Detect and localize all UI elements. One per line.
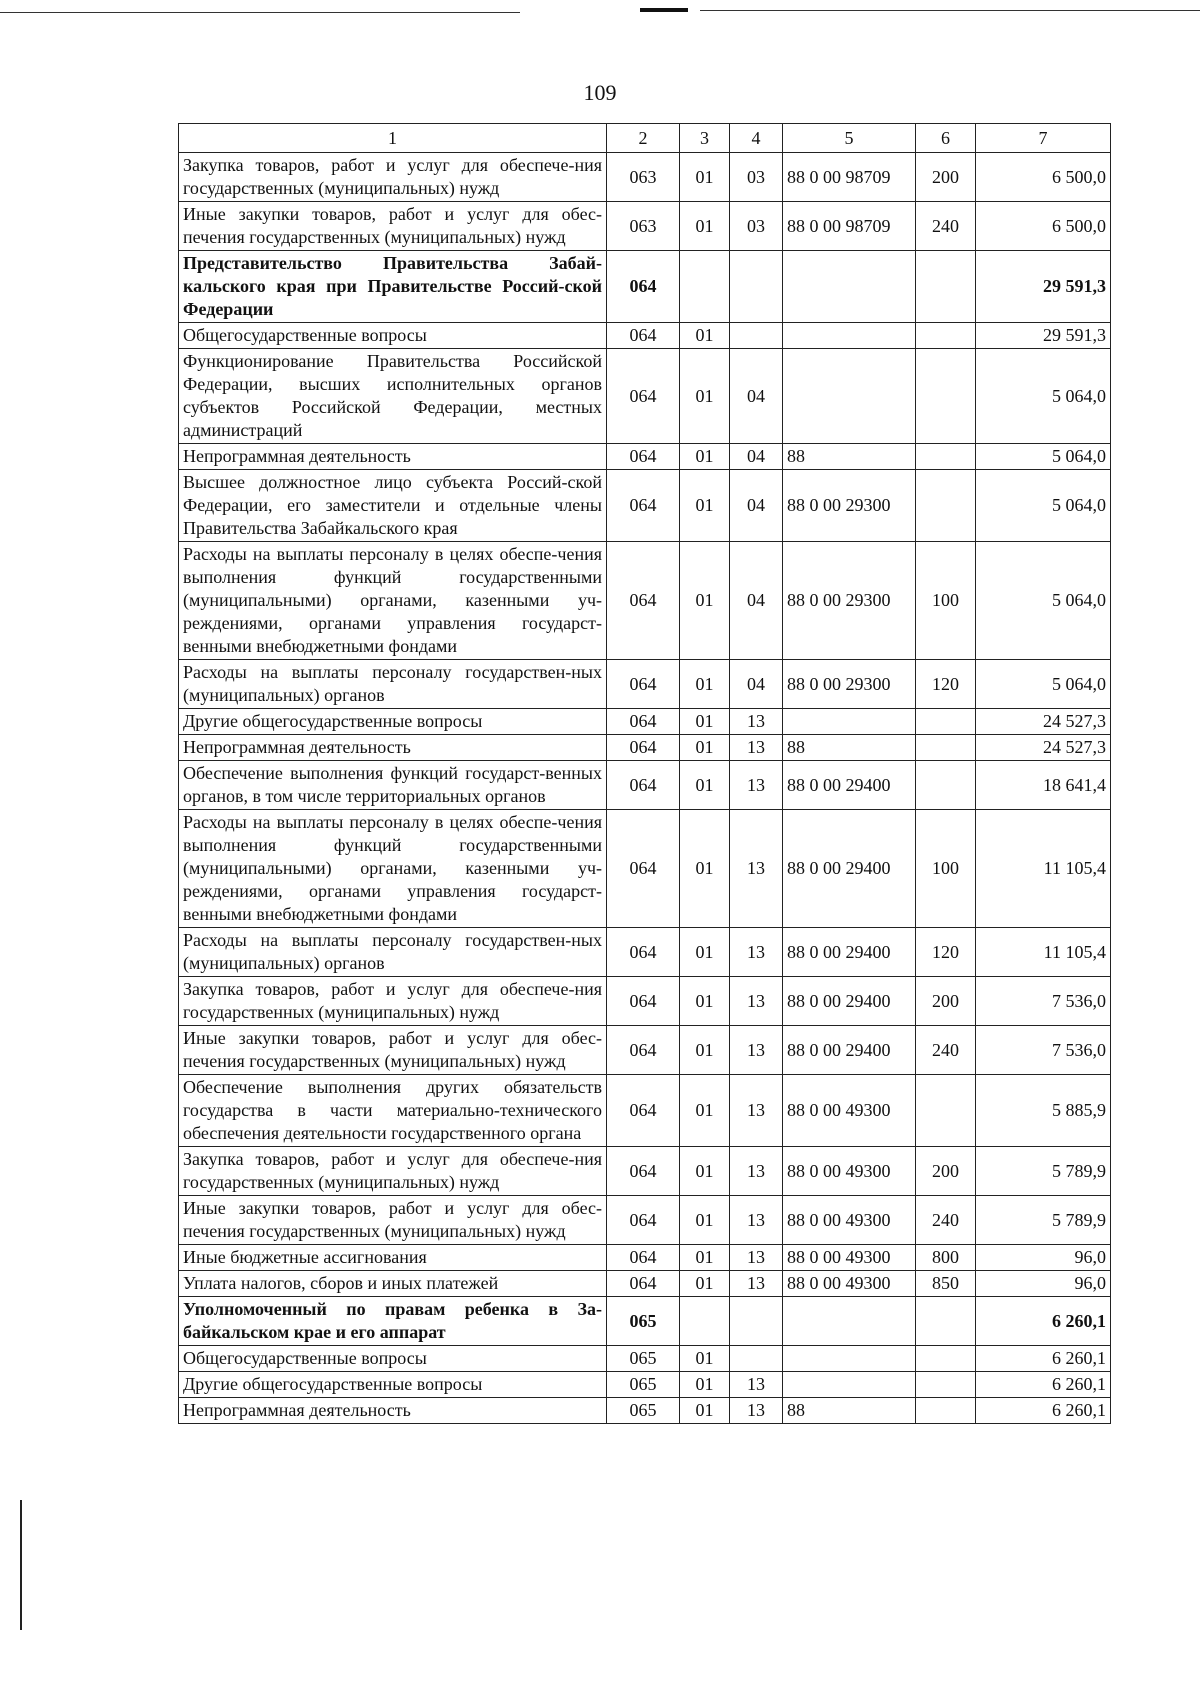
row-cell-7: 18 641,4: [976, 761, 1111, 810]
row-cell-5: [783, 1346, 916, 1372]
row-cell-5: 88 0 00 29400: [783, 761, 916, 810]
row-cell-2: 064: [607, 1245, 680, 1271]
row-description: Общегосударственные вопросы: [179, 1346, 607, 1372]
row-cell-7: 5 789,9: [976, 1196, 1111, 1245]
row-cell-6: [916, 735, 976, 761]
row-cell-4: 13: [730, 928, 783, 977]
row-cell-5: [783, 1372, 916, 1398]
row-cell-2: 064: [607, 251, 680, 323]
row-cell-6: 200: [916, 153, 976, 202]
row-cell-2: 064: [607, 1147, 680, 1196]
row-cell-6: [916, 349, 976, 444]
row-cell-4: 13: [730, 1196, 783, 1245]
row-cell-3: 01: [680, 1346, 730, 1372]
row-cell-6: [916, 470, 976, 542]
row-cell-4: [730, 1346, 783, 1372]
budget-table: [178, 123, 1111, 1424]
table-row: [179, 1398, 1111, 1424]
row-cell-2: 065: [607, 1372, 680, 1398]
table-row: [179, 1271, 1111, 1297]
row-cell-2: 064: [607, 323, 680, 349]
row-cell-2: 064: [607, 709, 680, 735]
header-cell: 1: [179, 124, 607, 153]
row-description: Другие общегосударственные вопросы: [179, 709, 607, 735]
table-row: [179, 323, 1111, 349]
row-cell-5: [783, 251, 916, 323]
row-cell-2: 064: [607, 444, 680, 470]
row-cell-6: 800: [916, 1245, 976, 1271]
table-header-row: [179, 124, 1111, 153]
row-cell-5: 88: [783, 444, 916, 470]
row-cell-3: 01: [680, 202, 730, 251]
row-description: Функционирование Правительства Российской Федерации, высших исполнительных органов субъектов Российской Федерации, местных администраций: [179, 349, 607, 444]
row-cell-5: 88 0 00 49300: [783, 1271, 916, 1297]
row-cell-4: 13: [730, 810, 783, 928]
row-cell-4: 04: [730, 660, 783, 709]
row-description: Иные закупки товаров, работ и услуг для обес-печения государственных (муниципальных) нужд: [179, 1026, 607, 1075]
row-cell-3: [680, 251, 730, 323]
table-row: [179, 1026, 1111, 1075]
row-cell-5: 88 0 00 49300: [783, 1075, 916, 1147]
row-cell-5: 88 0 00 29400: [783, 810, 916, 928]
row-cell-3: 01: [680, 1398, 730, 1424]
row-cell-5: 88: [783, 1398, 916, 1424]
row-cell-7: 6 260,1: [976, 1372, 1111, 1398]
row-cell-4: 13: [730, 1245, 783, 1271]
table-row: [179, 1075, 1111, 1147]
row-cell-3: 01: [680, 153, 730, 202]
row-cell-5: 88 0 00 29400: [783, 977, 916, 1026]
row-cell-2: 063: [607, 202, 680, 251]
row-cell-4: 03: [730, 153, 783, 202]
row-cell-7: 24 527,3: [976, 709, 1111, 735]
table-row: [179, 1372, 1111, 1398]
row-cell-6: 240: [916, 1026, 976, 1075]
row-cell-6: [916, 1346, 976, 1372]
table-row: [179, 928, 1111, 977]
row-cell-7: 7 536,0: [976, 1026, 1111, 1075]
row-description: Иные закупки товаров, работ и услуг для обес-печения государственных (муниципальных) нужд: [179, 202, 607, 251]
row-cell-6: [916, 709, 976, 735]
row-cell-3: 01: [680, 761, 730, 810]
row-description: Иные закупки товаров, работ и услуг для обес-печения государственных (муниципальных) нужд: [179, 1196, 607, 1245]
scan-artifact-line: [700, 10, 1200, 11]
row-cell-4: 13: [730, 709, 783, 735]
row-cell-5: 88 0 00 49300: [783, 1196, 916, 1245]
header-cell: 2: [607, 124, 680, 153]
row-cell-7: 5 064,0: [976, 542, 1111, 660]
table-row: [179, 542, 1111, 660]
row-cell-4: 04: [730, 444, 783, 470]
row-cell-3: 01: [680, 1196, 730, 1245]
table-row: [179, 349, 1111, 444]
row-description: Закупка товаров, работ и услуг для обеспече-ния государственных (муниципальных) нужд: [179, 977, 607, 1026]
row-cell-3: 01: [680, 1271, 730, 1297]
row-cell-6: 240: [916, 202, 976, 251]
row-description: Представительство Правительства Забай-кальского края при Правительстве Россий-ской Федерации: [179, 251, 607, 323]
row-cell-2: 064: [607, 1196, 680, 1245]
row-cell-7: 6 260,1: [976, 1346, 1111, 1372]
row-cell-2: 064: [607, 810, 680, 928]
row-cell-5: [783, 349, 916, 444]
row-cell-4: 13: [730, 1372, 783, 1398]
table-row: [179, 202, 1111, 251]
row-cell-4: 13: [730, 1398, 783, 1424]
row-cell-7: 6 260,1: [976, 1398, 1111, 1424]
row-cell-4: 13: [730, 761, 783, 810]
row-cell-7: 11 105,4: [976, 810, 1111, 928]
row-cell-5: 88 0 00 98709: [783, 202, 916, 251]
row-cell-7: 5 064,0: [976, 444, 1111, 470]
row-cell-3: [680, 1297, 730, 1346]
row-cell-2: 064: [607, 761, 680, 810]
row-cell-4: [730, 323, 783, 349]
row-cell-2: 064: [607, 977, 680, 1026]
row-cell-2: 064: [607, 349, 680, 444]
row-description: Расходы на выплаты персоналу государствен-ных (муниципальных) органов: [179, 928, 607, 977]
table-row: [179, 735, 1111, 761]
header-cell: 7: [976, 124, 1111, 153]
row-cell-5: 88 0 00 29300: [783, 660, 916, 709]
row-cell-5: 88 0 00 29400: [783, 928, 916, 977]
row-description: Расходы на выплаты персоналу в целях обеспе-чения выполнения функций государственными (муниципальными) органами, казенными уч-реждениями, органами управления государст-венными внебюджетными фондами: [179, 810, 607, 928]
row-cell-4: 04: [730, 349, 783, 444]
row-cell-5: 88 0 00 49300: [783, 1147, 916, 1196]
row-cell-7: 7 536,0: [976, 977, 1111, 1026]
row-cell-6: [916, 1398, 976, 1424]
scan-artifact-mark: [640, 8, 688, 12]
row-cell-7: 24 527,3: [976, 735, 1111, 761]
row-cell-6: 100: [916, 810, 976, 928]
row-cell-7: 29 591,3: [976, 251, 1111, 323]
row-cell-6: 850: [916, 1271, 976, 1297]
row-cell-5: 88 0 00 98709: [783, 153, 916, 202]
header-cell: 6: [916, 124, 976, 153]
row-cell-4: [730, 251, 783, 323]
row-cell-4: [730, 1297, 783, 1346]
row-cell-4: 13: [730, 1026, 783, 1075]
row-cell-7: 5 064,0: [976, 470, 1111, 542]
row-description: Расходы на выплаты персоналу в целях обеспе-чения выполнения функций государственными (муниципальными) органами, казенными уч-реждениями, органами управления государст-венными внебюджетными фондами: [179, 542, 607, 660]
row-cell-2: 064: [607, 928, 680, 977]
row-cell-6: [916, 444, 976, 470]
row-cell-6: [916, 1075, 976, 1147]
row-cell-3: 01: [680, 542, 730, 660]
row-cell-2: 065: [607, 1297, 680, 1346]
row-cell-3: 01: [680, 709, 730, 735]
table-row: [179, 1245, 1111, 1271]
row-cell-6: [916, 1297, 976, 1346]
table-row: [179, 1147, 1111, 1196]
row-cell-6: 120: [916, 928, 976, 977]
row-cell-6: [916, 761, 976, 810]
row-cell-3: 01: [680, 810, 730, 928]
row-cell-4: 13: [730, 1147, 783, 1196]
row-description: Высшее должностное лицо субъекта Россий-ской Федерации, его заместители и отдельные члены Правительства Забайкальского края: [179, 470, 607, 542]
table-row: [179, 251, 1111, 323]
row-cell-7: 96,0: [976, 1245, 1111, 1271]
row-cell-4: 13: [730, 735, 783, 761]
page-number: 109: [583, 80, 617, 105]
row-description: Обеспечение выполнения других обязательств государства в части материально-технического обеспечения деятельности государственного органа: [179, 1075, 607, 1147]
row-cell-3: 01: [680, 928, 730, 977]
margin-mark: [20, 1500, 22, 1630]
row-cell-7: 5 064,0: [976, 660, 1111, 709]
row-cell-4: 13: [730, 977, 783, 1026]
row-cell-7: 11 105,4: [976, 928, 1111, 977]
row-cell-6: 240: [916, 1196, 976, 1245]
row-cell-4: 03: [730, 202, 783, 251]
table-row: [179, 810, 1111, 928]
row-description: Закупка товаров, работ и услуг для обеспече-ния государственных (муниципальных) нужд: [179, 153, 607, 202]
row-cell-2: 065: [607, 1398, 680, 1424]
row-cell-2: 063: [607, 153, 680, 202]
row-cell-5: 88 0 00 29400: [783, 1026, 916, 1075]
row-description: Непрограммная деятельность: [179, 735, 607, 761]
row-cell-5: 88 0 00 29300: [783, 542, 916, 660]
row-cell-4: 13: [730, 1075, 783, 1147]
table-row: [179, 444, 1111, 470]
table-row: [179, 761, 1111, 810]
row-cell-6: 200: [916, 1147, 976, 1196]
row-cell-6: 120: [916, 660, 976, 709]
row-cell-3: 01: [680, 1372, 730, 1398]
row-cell-3: 01: [680, 470, 730, 542]
row-description: Уполномоченный по правам ребенка в За-байкальском крае и его аппарат: [179, 1297, 607, 1346]
row-cell-3: 01: [680, 1075, 730, 1147]
row-cell-3: 01: [680, 444, 730, 470]
row-cell-2: 065: [607, 1346, 680, 1372]
row-cell-3: 01: [680, 977, 730, 1026]
table-row: [179, 709, 1111, 735]
row-cell-3: 01: [680, 1147, 730, 1196]
row-description: Непрограммная деятельность: [179, 1398, 607, 1424]
row-description: Обеспечение выполнения функций государст-венных органов, в том числе территориальных органов: [179, 761, 607, 810]
row-description: Закупка товаров, работ и услуг для обеспече-ния государственных (муниципальных) нужд: [179, 1147, 607, 1196]
row-cell-6: 200: [916, 977, 976, 1026]
row-description: Расходы на выплаты персоналу государствен-ных (муниципальных) органов: [179, 660, 607, 709]
table-row: [179, 1196, 1111, 1245]
row-cell-3: 01: [680, 1026, 730, 1075]
row-cell-2: 064: [607, 1026, 680, 1075]
row-cell-5: [783, 709, 916, 735]
row-cell-7: 5 064,0: [976, 349, 1111, 444]
row-cell-4: 13: [730, 1271, 783, 1297]
header-cell: 5: [783, 124, 916, 153]
row-cell-6: [916, 251, 976, 323]
row-cell-7: 5 789,9: [976, 1147, 1111, 1196]
row-cell-4: 04: [730, 470, 783, 542]
row-cell-3: 01: [680, 323, 730, 349]
row-description: Иные бюджетные ассигнования: [179, 1245, 607, 1271]
table-row: [179, 1346, 1111, 1372]
row-cell-7: 6 500,0: [976, 202, 1111, 251]
row-description: Уплата налогов, сборов и иных платежей: [179, 1271, 607, 1297]
row-description: Другие общегосударственные вопросы: [179, 1372, 607, 1398]
row-cell-2: 064: [607, 735, 680, 761]
row-cell-3: 01: [680, 349, 730, 444]
table-row: [179, 660, 1111, 709]
row-cell-6: [916, 1372, 976, 1398]
header-cell: 4: [730, 124, 783, 153]
table-row: [179, 153, 1111, 202]
row-cell-7: 29 591,3: [976, 323, 1111, 349]
row-cell-5: 88: [783, 735, 916, 761]
row-cell-3: 01: [680, 735, 730, 761]
row-cell-2: 064: [607, 1271, 680, 1297]
row-cell-6: 100: [916, 542, 976, 660]
row-cell-2: 064: [607, 470, 680, 542]
row-cell-2: 064: [607, 542, 680, 660]
row-cell-7: 6 500,0: [976, 153, 1111, 202]
table-row: [179, 977, 1111, 1026]
table-body: [179, 124, 1111, 1424]
row-description: Общегосударственные вопросы: [179, 323, 607, 349]
row-cell-2: 064: [607, 1075, 680, 1147]
row-cell-5: [783, 1297, 916, 1346]
row-cell-7: 5 885,9: [976, 1075, 1111, 1147]
row-description: Непрограммная деятельность: [179, 444, 607, 470]
row-cell-6: [916, 323, 976, 349]
row-cell-4: 04: [730, 542, 783, 660]
row-cell-5: 88 0 00 49300: [783, 1245, 916, 1271]
row-cell-3: 01: [680, 1245, 730, 1271]
table-row: [179, 470, 1111, 542]
row-cell-7: 6 260,1: [976, 1297, 1111, 1346]
row-cell-3: 01: [680, 660, 730, 709]
header-cell: 3: [680, 124, 730, 153]
table-row: [179, 1297, 1111, 1346]
row-cell-7: 96,0: [976, 1271, 1111, 1297]
row-cell-2: 064: [607, 660, 680, 709]
row-cell-5: [783, 323, 916, 349]
row-cell-5: 88 0 00 29300: [783, 470, 916, 542]
scan-artifact-line: [0, 12, 520, 13]
